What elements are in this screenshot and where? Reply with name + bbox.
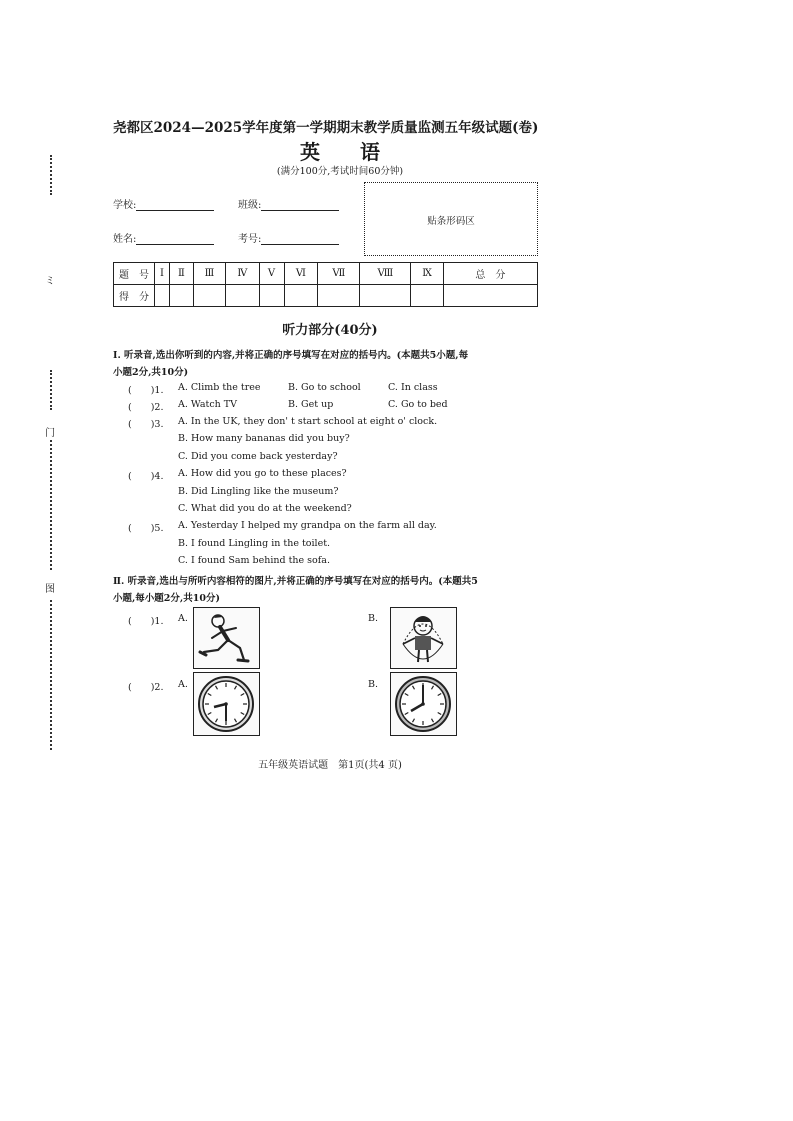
score-cell[interactable] <box>259 285 284 307</box>
running-boy-icon <box>194 608 259 668</box>
score-cell[interactable] <box>443 285 537 307</box>
q1-option-a: A. Climb the tree <box>178 382 261 393</box>
score-table-header-row <box>114 263 538 285</box>
score-col-9: Ⅸ <box>411 263 443 285</box>
s2-q1-bracket[interactable]: ( )1. <box>128 616 164 627</box>
binding-dotted-line-upper <box>50 370 52 410</box>
margin-mark-3: 图 <box>45 584 55 595</box>
school-label: 学校: <box>113 200 137 211</box>
q5-option-a: A. Yesterday I helped my grandpa on the farm all day. <box>178 520 437 531</box>
clock-a-picture <box>193 672 260 736</box>
q5-bracket[interactable]: ( )5. <box>128 523 164 534</box>
score-col-8: Ⅷ <box>360 263 411 285</box>
name-label: 姓名: <box>113 234 137 245</box>
margin-mark-1: ミ <box>45 276 55 287</box>
score-col-7: Ⅶ <box>318 263 360 285</box>
q2-bracket[interactable]: ( )2. <box>128 402 164 413</box>
barcode-area <box>364 182 538 256</box>
score-table-score-row <box>114 285 538 307</box>
class-label: 班级: <box>238 200 262 211</box>
score-label: 得 分 <box>114 285 155 307</box>
section2-instruction-1: Ⅱ. 听录音,选出与所听内容相符的图片,并将正确的序号填写在对应的括号内。(本题共5 <box>113 576 478 587</box>
section1-instruction-1: Ⅰ. 听录音,选出你听到的内容,并将正确的序号填写在对应的括号内。(本题共5小题,每 <box>113 350 469 361</box>
running-boy-picture <box>193 607 260 669</box>
part-title: 听力部分(40分) <box>282 323 378 338</box>
binding-dotted-line-top <box>50 155 52 195</box>
s2-q1-label-b: B. <box>368 613 379 624</box>
margin-mark-2: 门 <box>45 428 55 439</box>
school-field[interactable] <box>113 196 214 211</box>
subject-title: 英 语 <box>300 140 380 164</box>
q4-bracket[interactable]: ( )4. <box>128 471 164 482</box>
score-col-4: Ⅳ <box>226 263 259 285</box>
q4-option-c: C. What did you do at the weekend? <box>178 503 352 514</box>
question-number-label: 题 号 <box>114 263 155 285</box>
binding-dotted-line-middle <box>50 440 52 570</box>
score-cell[interactable] <box>318 285 360 307</box>
q5-option-c: C. I found Sam behind the sofa. <box>178 555 330 566</box>
clock-b-picture <box>390 672 457 736</box>
name-field[interactable] <box>113 230 214 245</box>
exam-title: 尧都区2024—2025学年度第一学期期末教学质量监测五年级试题(卷) <box>113 120 539 136</box>
q1-bracket[interactable]: ( )1. <box>128 385 164 396</box>
s2-q2-label-b: B. <box>368 679 379 690</box>
score-cell[interactable] <box>360 285 411 307</box>
score-table <box>113 262 538 307</box>
q1-option-b: B. Go to school <box>288 382 361 393</box>
s2-q2-bracket[interactable]: ( )2. <box>128 682 164 693</box>
q4-option-b: B. Did Lingling like the museum? <box>178 486 339 497</box>
name-blank[interactable] <box>136 232 214 245</box>
class-blank[interactable] <box>261 198 339 211</box>
score-col-6: Ⅵ <box>284 263 318 285</box>
class-field[interactable] <box>238 196 339 211</box>
school-blank[interactable] <box>136 198 214 211</box>
q2-option-b: B. Get up <box>288 399 334 410</box>
clock-icon <box>391 673 456 735</box>
q3-bracket[interactable]: ( )3. <box>128 419 164 430</box>
exam-no-field[interactable] <box>238 230 339 245</box>
q4-option-a: A. How did you go to these places? <box>178 468 347 479</box>
q1-option-c: C. In class <box>388 382 438 393</box>
s2-q2-label-a: A. <box>178 679 188 690</box>
section1-instruction-2: 小题2分,共10分) <box>113 367 189 378</box>
q5-option-b: B. I found Lingling in the toilet. <box>178 538 331 549</box>
q3-option-a: A. In the UK, they don' t start school at eight o' clock. <box>178 416 438 427</box>
q3-option-b: B. How many bananas did you buy? <box>178 433 350 444</box>
s2-q1-label-a: A. <box>178 613 188 624</box>
girl-picture <box>390 607 457 669</box>
score-col-total: 总 分 <box>443 263 537 285</box>
score-cell[interactable] <box>284 285 318 307</box>
exam-no-blank[interactable] <box>261 232 339 245</box>
score-cell[interactable] <box>411 285 443 307</box>
score-col-3: Ⅲ <box>193 263 225 285</box>
score-cell[interactable] <box>155 285 170 307</box>
score-cell[interactable] <box>193 285 225 307</box>
girl-jump-rope-icon <box>391 608 456 668</box>
score-col-1: Ⅰ <box>155 263 170 285</box>
q3-option-c: C. Did you come back yesterday? <box>178 451 338 462</box>
barcode-label: 贴条形码区 <box>427 216 475 227</box>
exam-note: (满分100分,考试时间60分钟) <box>276 166 404 177</box>
score-cell[interactable] <box>226 285 259 307</box>
binding-dotted-line-lower <box>50 600 52 750</box>
score-col-2: Ⅱ <box>170 263 194 285</box>
score-col-5: Ⅴ <box>259 263 284 285</box>
q2-option-a: A. Watch TV <box>178 399 237 410</box>
score-cell[interactable] <box>170 285 194 307</box>
page-footer: 五年级英语试题 第1页(共4 页) <box>258 760 402 771</box>
q2-option-c: C. Go to bed <box>388 399 448 410</box>
exam-no-label: 考号: <box>238 234 262 245</box>
section2-instruction-2: 小题,每小题2分,共10分) <box>113 593 220 604</box>
clock-icon <box>194 673 259 735</box>
